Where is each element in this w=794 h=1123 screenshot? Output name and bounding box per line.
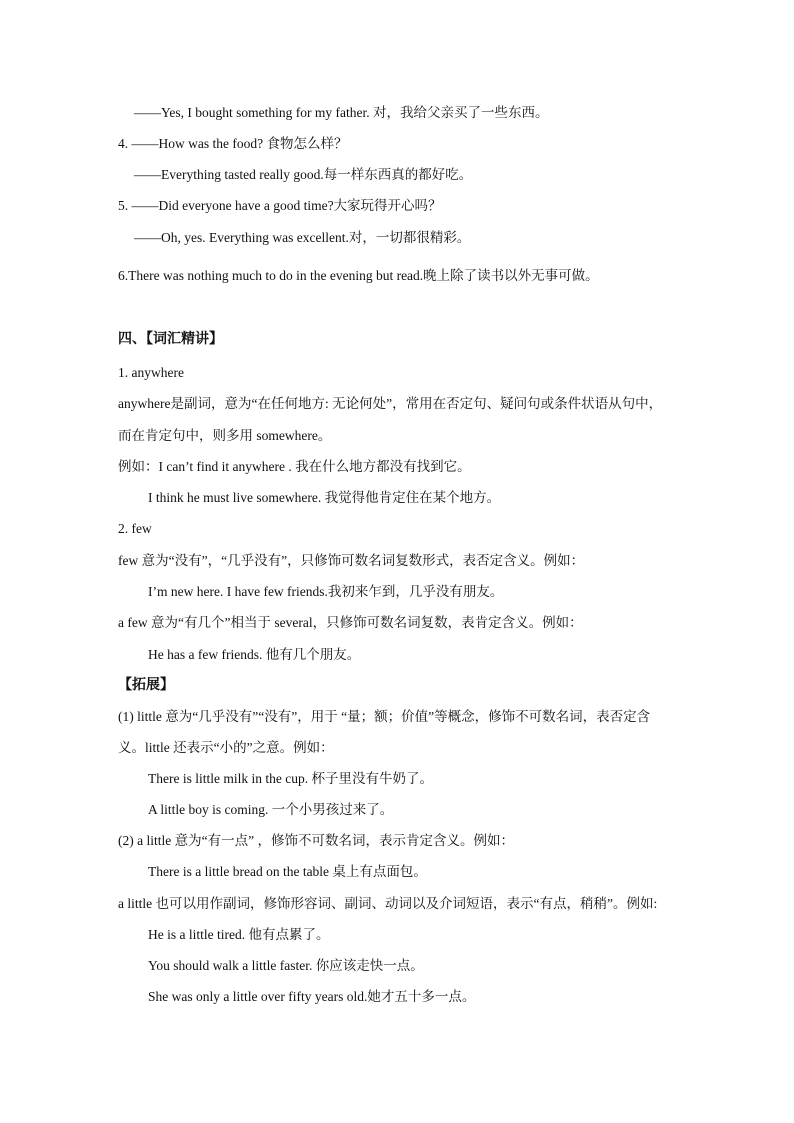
dialogue-line: ——Yes, I bought something for my father. 对，我给父亲买了一些东西。 — [134, 105, 549, 120]
vocab-title-anywhere: 1. anywhere — [118, 365, 184, 380]
dialogue-line: ——Everything tasted really good.每一样东西真的都好吃。 — [134, 167, 473, 182]
example-line: You should walk a little faster. 你应该走快一点。 — [148, 958, 424, 973]
dialogue-line: 5. ——Did everyone have a good time?大家玩得开心吗？ — [118, 198, 442, 213]
paragraph: a little 也可以用作副词，修饰形容词、副词、动词以及介词短语，表示“有点，稍稍”。例如: — [118, 896, 658, 911]
example-line: She was only a little over fifty years old.她才五十多一点。 — [148, 989, 476, 1004]
dialogue-line: 4. ——How was the food? 食物怎么样？ — [118, 136, 348, 151]
paragraph: 而在肯定句中，则多用 somewhere。 — [118, 428, 332, 443]
vocab-title-few: 2. few — [118, 521, 152, 536]
example-line: 例如：I can’t find it anywhere . 我在什么地方都没有找到它。 — [118, 459, 471, 474]
paragraph: 义。little 还表示“小的”之意。例如： — [118, 740, 334, 755]
example-line: I’m new here. I have few friends.我初来乍到，几乎没有朋友。 — [148, 584, 504, 599]
extension-heading: 【拓展】 — [118, 678, 174, 693]
paragraph: (1) little 意为“几乎没有”“没有”，用于 “量；额；价值”等概念，修饰不可数名词，表否定含 — [118, 709, 651, 724]
paragraph: a few 意为“有几个”相当于 several，只修饰可数名词复数，表肯定含义。例如： — [118, 615, 583, 630]
dialogue-line: 6.There was nothing much to do in the evening but read.晚上除了读书以外无事可做。 — [118, 268, 599, 283]
example-line: There is a little bread on the table 桌上有点面包。 — [148, 864, 427, 879]
example-line: A little boy is coming. 一个小男孩过来了。 — [148, 802, 394, 817]
example-line: He has a few friends. 他有几个朋友。 — [148, 647, 361, 662]
section-heading: 四、【词汇精讲】 — [118, 332, 223, 347]
dialogue-line: ——Oh, yes. Everything was excellent.对，一切都很精彩。 — [134, 230, 471, 245]
example-line: He is a little tired. 他有点累了。 — [148, 927, 330, 942]
paragraph: (2) a little 意为“有一点” ，修饰不可数名词，表示肯定含义。例如： — [118, 833, 514, 848]
paragraph: anywhere是副词，意为“在任何地方: 无论何处”，常用在否定句、疑问句或条件状语从句中， — [118, 396, 663, 411]
paragraph: few 意为“没有”，“几乎没有”，只修饰可数名词复数形式，表否定含义。例如： — [118, 553, 585, 568]
example-line: There is little milk in the cup. 杯子里没有牛奶了。 — [148, 771, 433, 786]
example-line: I think he must live somewhere. 我觉得他肯定住在某个地方。 — [148, 490, 501, 505]
